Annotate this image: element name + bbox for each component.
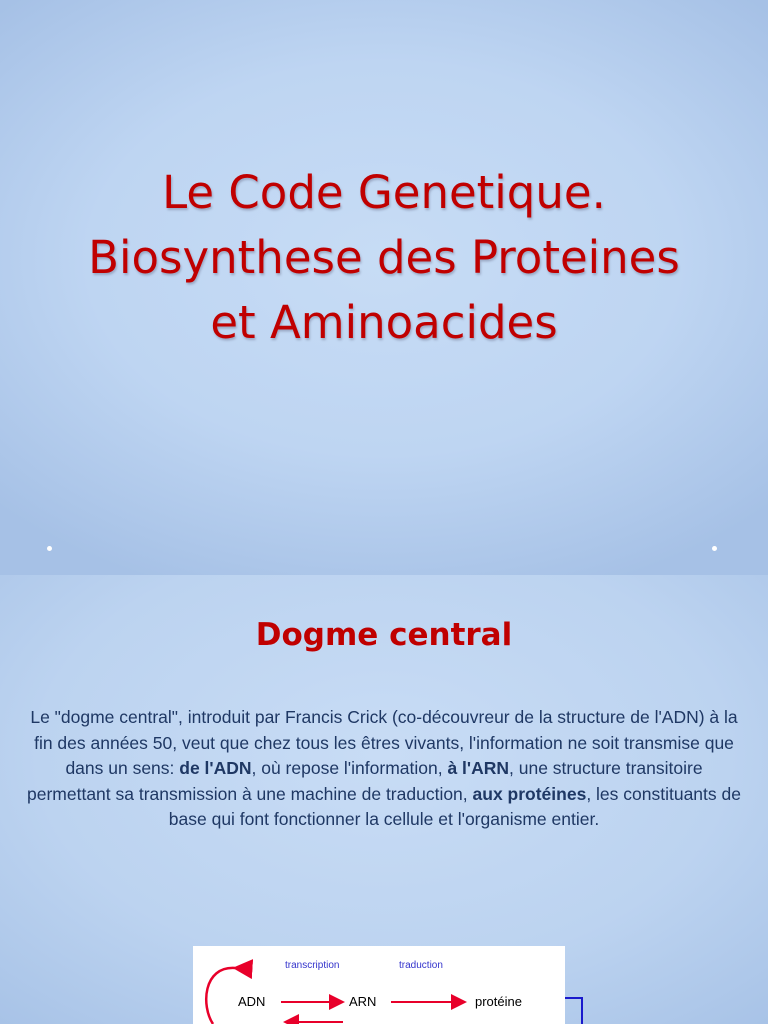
slide-title-text: [40, 160, 728, 355]
bold-de-adn: de l'ADN: [179, 758, 252, 779]
traduction-label: traduction: [399, 960, 443, 971]
node-arn: ARN: [349, 994, 377, 1009]
slide-corner-dot-left: [47, 546, 52, 551]
paragraph-part-3: , une structure transitoire permettant sa transmission à une machine de traduction,: [27, 758, 703, 804]
transcription-label: transcription: [285, 960, 340, 971]
paragraph-part-1: Le "dogme central", introduit par Francis Crick (co-découvreur de la structure de l'ADN) à la fin des années 50, veut que chez tous les êtres vivants, l'information ne soit transmise que dans un sens:: [30, 707, 738, 779]
diagram-arrows: [193, 946, 565, 1024]
slide-dogme-central: [0, 575, 768, 1024]
section-heading: Dogme central: [255, 617, 513, 653]
node-proteine: protéine: [475, 994, 522, 1009]
bold-aux-proteines: aux protéines: [472, 783, 587, 804]
title-line-2: Biosynthese des Proteines: [88, 231, 680, 284]
paragraph-part-2: , où repose l'information,: [251, 758, 448, 779]
central-dogma-diagram: [193, 946, 565, 1024]
title-line-1: Le Code Genetique.: [162, 166, 606, 219]
bold-a-arn: à l'ARN: [447, 758, 509, 779]
node-adn: ADN: [238, 994, 266, 1009]
body-paragraph: [22, 705, 746, 833]
diagram-bracket: [565, 997, 583, 1024]
slide-corner-dot-right: [712, 546, 717, 551]
replication-loop-arrow: [206, 968, 235, 1024]
paragraph-part-4: , les constituants de base qui font fonctionner la cellule et l'organisme entier.: [168, 783, 741, 830]
title-line-3: et Aminoacides: [210, 296, 558, 349]
